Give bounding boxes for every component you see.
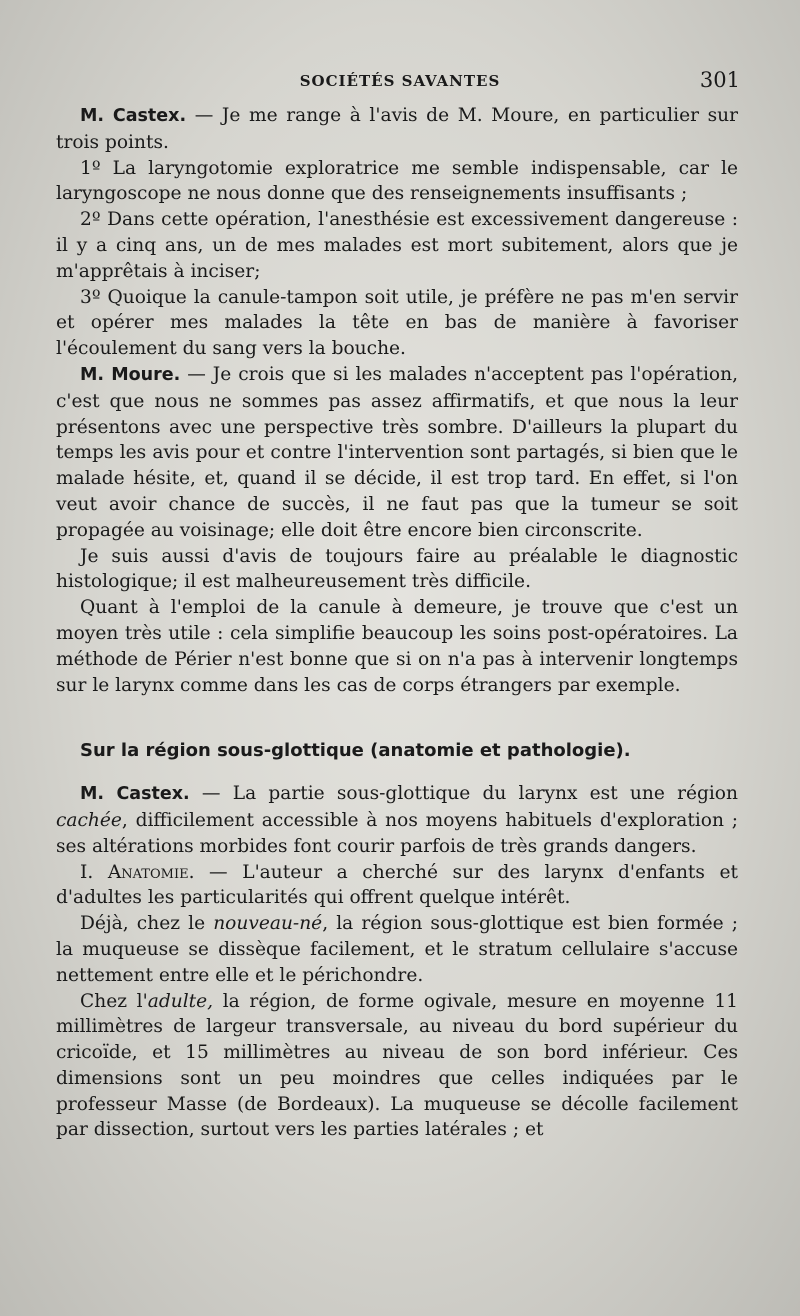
body-text <box>56 103 738 1143</box>
paragraph-point-2: 2º Dans cette opération, l'anesthésie est excessivement dangereuse : il y a cinq ans, un de mes malades est mort subitement, alors que je m'apprêtais à inciser; <box>56 209 738 282</box>
section-numeral: I. <box>80 861 108 883</box>
paragraph-point-3: 3º Quoique la canule-tampon soit utile, je préfère ne pas m'en servir et opérer mes malades la tête en bas de manière à favoriser l'écoulement du sang vers la bouche. <box>56 286 738 360</box>
paragraph-text: — L'auteur a cherché sur des larynx d'enfants et d'adultes les particularités qui offrent quelque intérêt. <box>56 861 738 909</box>
paragraph-text: — La partie sous-glottique du larynx est une région <box>189 783 738 805</box>
paragraph-text: , la région sous-glottique est bien formée ; la muqueuse se dissèque facilement, et le stratum cellulaire s'accuse nettement entre elle et le périchondre. <box>56 913 739 986</box>
running-title: SOCIÉTÉS SAVANTES <box>299 72 501 90</box>
paragraph-point-1: 1º La laryngotomie exploratrice me semble indispensable, car le laryngoscope ne nous donne que des renseignements insuffisants ; <box>56 157 738 205</box>
paragraph-adulte <box>56 989 738 1144</box>
paragraph-text: , difficilement accessible à nos moyens habituels d'exploration ; ses altérations morbides font courir parfois de très grands dangers. <box>56 809 738 857</box>
paragraph-text: la région, de forme ogivale, mesure en moyenne 11 millimètres de largeur transversale, au niveau du bord supérieur du cricoïde, et 15 millimètres au niveau de son bord inférieur. Ces dimensions sont un peu moindres que celles indiquées par le professeur Masse (de Bordeaux). La muqueuse se décolle facilement par dissection, surtout vers les parties latérales ; et <box>56 990 738 1141</box>
emphasis: cachée <box>56 809 122 831</box>
emphasis: adulte, <box>147 990 214 1012</box>
paragraph-canule: Quant à l'emploi de la canule à demeure, je trouve que c'est un moyen très utile : cela simplifie beaucoup les soins post-opératoires. La méthode de Périer n'est bonne que si on n'a pas à intervenir longtemps sur le larynx comme dans les cas de corps étrangers par exemple. <box>56 597 738 696</box>
paragraph-text: Chez l' <box>80 990 148 1012</box>
paragraph-text: — Je me range à l'avis de M. Moure, en particulier sur trois points. <box>56 105 738 153</box>
paragraph-moure <box>56 362 738 544</box>
paragraph-diagnostic: Je suis aussi d'avis de toujours faire au préalable le diagnostic histologique; il est malheureusement très difficile. <box>56 545 738 593</box>
paragraph-text: Déjà, chez le <box>80 913 214 935</box>
speaker-name: M. Castex. <box>80 784 190 805</box>
paragraph-text: — Je crois que si les malades n'acceptent pas l'opération, c'est que nous ne sommes pas assez affirmatifs, et que nous la leur présentons avec une perspective très sombre. D'ailleurs la plupart du temps les avis pour et contre l'intervention sont partagés, si bien que le malade hésite, et, quand il se décide, il est trop tard. En effet, si l'on veut avoir chance de succès, il ne faut pas que la tumeur se soit propagée au voisinage; elle doit être encore bien circonscrite. <box>56 363 738 541</box>
emphasis: nouveau-né <box>213 913 323 935</box>
subsection-heading: Anatomie. <box>107 861 195 883</box>
paragraph-anatomie <box>56 860 738 912</box>
paragraph-castex-intro <box>56 103 738 156</box>
paragraph-castex-region <box>56 781 738 859</box>
speaker-name: M. Castex. <box>80 106 187 126</box>
page-header <box>60 68 740 98</box>
speaker-name: M. Moure. <box>80 364 181 385</box>
section-title: Sur la région sous-glottique (anatomie et pathologie). <box>80 740 631 762</box>
paragraph-nouveau-ne <box>56 911 738 988</box>
page-number: 301 <box>699 68 740 92</box>
